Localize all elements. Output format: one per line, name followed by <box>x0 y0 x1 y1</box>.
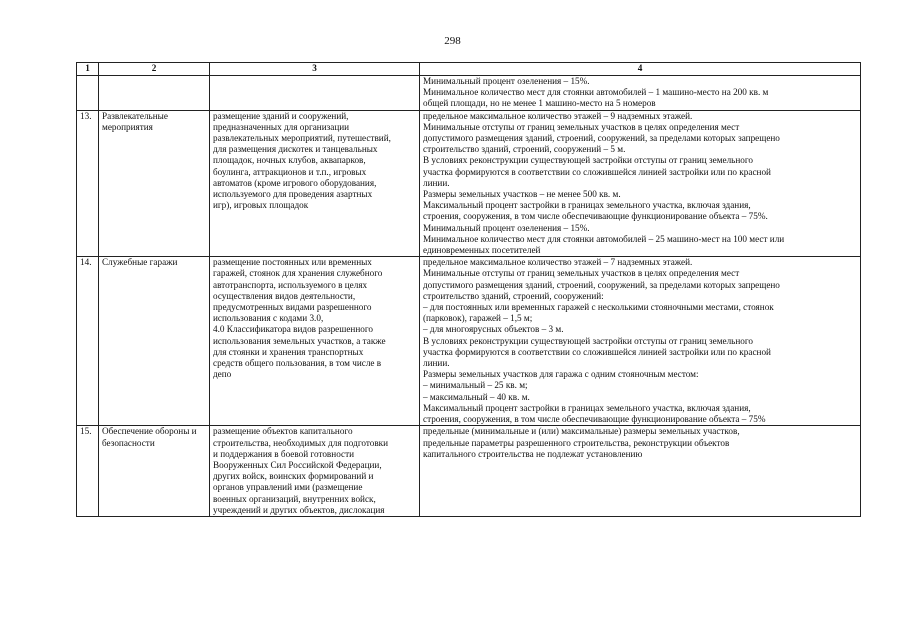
parameters-cell-line: Максимальный процент застройки в границах земельного участка, включая здания, <box>423 200 751 211</box>
usage-description-cell-line: используемого для проведения азартных <box>213 189 373 200</box>
parameters-cell-line: капитального строительства не подлежат установлению <box>423 448 643 459</box>
usage-description-cell <box>210 426 420 517</box>
parameters-cell-line: Минимальный процент озеленения – 15%. <box>423 222 590 233</box>
usage-description-cell-line: 4.0 Классификатора видов разрешенного <box>213 324 373 335</box>
usage-description-cell-line: автотранспорта, используемого в целях <box>213 279 368 290</box>
parameters-cell-line: допустимого размещения зданий, строений, сооружений, за пределами которых запрещено <box>423 133 780 144</box>
parameters-cell <box>420 110 861 257</box>
usage-name-cell-line: безопасности <box>102 437 155 448</box>
parameters-cell-line: строения, сооружения, в том числе обеспечивающие функционирование объекта – 75%. <box>423 211 768 222</box>
usage-description-cell-line: для размещения дискотек и танцевальных <box>213 144 378 155</box>
parameters-cell-line: Максимальный процент застройки в границах земельного участка, включая здания, <box>423 402 751 413</box>
usage-name-cell <box>99 76 210 111</box>
usage-description-cell <box>210 257 420 426</box>
table-row <box>77 257 861 426</box>
parameters-cell-line: Размеры земельных участков для гаража с одним стояночным местом: <box>423 369 699 380</box>
usage-description-cell-line: других войск, воинских формирований и <box>213 471 374 482</box>
usage-description-cell-line: осуществления видов деятельности, <box>213 290 356 301</box>
usage-description-cell-line: строительства, необходимых для подготовки <box>213 437 389 448</box>
header-col-3: 3 <box>210 63 420 76</box>
usage-description-cell-line: игр), игровых площадок <box>213 200 309 211</box>
usage-name-cell <box>99 426 210 517</box>
usage-description-cell-line: военных организаций, внутренних войск, <box>213 493 376 504</box>
table-body <box>77 76 861 517</box>
parameters-cell-line: участка формируются в соответствии со сложившейся линией застройки или по красной <box>423 346 771 357</box>
usage-name-cell <box>99 257 210 426</box>
parameters-cell-line: строительство зданий, строений, сооружений: <box>423 290 604 301</box>
usage-description-cell-line: использования с кодами 3.0, <box>213 313 324 324</box>
parameters-cell-line: – минимальный – 25 кв. м; <box>423 380 528 391</box>
parameters-cell-line: единовременных посетителей <box>423 245 541 256</box>
usage-name-cell-line: Служебные гаражи <box>102 257 178 268</box>
usage-description-cell-line: органов управлений ими (размещение <box>213 482 363 493</box>
usage-description-cell-line: размещение объектов капитального <box>213 426 353 437</box>
usage-name-cell-line: Развлекательные <box>102 110 168 121</box>
parameters-cell-line: Минимальный процент озеленения – 15%. <box>423 76 590 86</box>
parameters-cell-line: предельное максимальное количество этажей – 9 надземных этажей. <box>423 110 693 121</box>
usage-description-cell <box>210 76 420 111</box>
usage-description-cell-line: автоматов (кроме игрового оборудования, <box>213 177 377 188</box>
usage-description-cell-line: боулинга, аттракционов и т.п., игровых <box>213 166 367 177</box>
parameters-cell-line: предельное максимальное количество этажей – 7 надземных этажей. <box>423 257 693 268</box>
usage-description-cell-line: предусмотренных видами разрешенного <box>213 302 372 313</box>
parameters-cell-line: – для многоярусных объектов – 3 м. <box>423 324 564 335</box>
usage-name-cell <box>99 110 210 257</box>
parameters-cell-line: В условиях реконструкции существующей застройки отступы от границ земельного <box>423 335 754 346</box>
table-row <box>77 426 861 517</box>
usage-description-cell-line: депо <box>213 369 232 380</box>
table-row <box>77 110 861 257</box>
parameters-cell-line: предельные (минимальные и (или) максимальные) размеры земельных участков, <box>423 426 740 437</box>
parameters-cell-line: В условиях реконструкции существующей застройки отступы от границ земельного <box>423 155 754 166</box>
header-col-2: 2 <box>99 63 210 76</box>
page-number: 298 <box>444 35 461 47</box>
parameters-cell-line: линии. <box>423 358 450 369</box>
parameters-cell-line: Минимальное количество мест для стоянки автомобилей – 25 машино-мест на 100 мест или <box>423 233 785 244</box>
usage-description-cell <box>210 110 420 257</box>
regulations-table <box>76 62 861 517</box>
row-number-cell: 15. <box>77 426 99 517</box>
usage-description-cell-line: гаражей, стоянок для хранения служебного <box>213 268 383 279</box>
parameters-cell-line: строения, сооружения, в том числе обеспечивающие функционирование объекта – 75% <box>423 414 766 425</box>
usage-description-cell-line: и поддержания в боевой готовности <box>213 448 355 459</box>
usage-description-cell-line: для стоянки и хранения транспортных <box>213 346 364 357</box>
parameters-cell-line: Минимальные отступы от границ земельных участков в целях определения мест <box>423 268 740 279</box>
parameters-cell <box>420 426 861 517</box>
row-number-cell <box>77 76 99 111</box>
row-number-cell: 14. <box>77 257 99 426</box>
usage-description-cell-line: использования земельных участков, а также <box>213 335 386 346</box>
usage-description-cell-line: развлекательных мероприятий, путешествий, <box>213 133 391 144</box>
parameters-cell-line: общей площади, но не менее 1 машино-место на 5 номеров <box>423 98 656 109</box>
parameters-cell-line: – максимальный – 40 кв. м. <box>423 391 530 402</box>
usage-name-cell-line: мероприятия <box>102 121 153 132</box>
parameters-cell-line: предельные параметры разрешенного строительства, реконструкции объектов <box>423 437 730 448</box>
parameters-cell <box>420 76 861 111</box>
usage-description-cell-line: средств общего пользования, в том числе в <box>213 358 382 369</box>
parameters-cell-line: – для постоянных или временных гаражей с несколькими стояночными местами, стоянок <box>423 302 774 313</box>
usage-description-cell-line: размещение постоянных или временных <box>213 257 372 268</box>
parameters-cell-line: (парковок), гаражей – 1,5 м; <box>423 313 533 324</box>
parameters-cell-line: строительство зданий, строений, сооружений – 5 м. <box>423 144 626 155</box>
header-col-1: 1 <box>77 63 99 76</box>
table-header-row <box>77 63 861 76</box>
usage-description-cell-line: учреждений и других объектов, дислокация <box>213 504 385 515</box>
row-number-cell: 13. <box>77 110 99 257</box>
usage-name-cell-line: Обеспечение обороны и <box>102 426 197 437</box>
header-col-4: 4 <box>420 63 861 76</box>
parameters-cell-line: допустимого размещения зданий, строений, сооружений, за пределами которых запрещено <box>423 279 780 290</box>
parameters-cell <box>420 257 861 426</box>
parameters-cell-line: линии. <box>423 177 450 188</box>
parameters-cell-line: Минимальные отступы от границ земельных участков в целях определения мест <box>423 121 740 132</box>
table-row <box>77 76 861 111</box>
parameters-cell-line: участка формируются в соответствии со сложившейся линией застройки или по красной <box>423 166 771 177</box>
usage-description-cell-line: размещение зданий и сооружений, <box>213 110 349 121</box>
usage-description-cell-line: площадок, ночных клубов, аквапарков, <box>213 155 366 166</box>
usage-description-cell-line: Вооруженных Сил Российской Федерации, <box>213 459 382 470</box>
parameters-cell-line: Размеры земельных участков – не менее 500 кв. м. <box>423 189 621 200</box>
usage-description-cell-line: предназначенных для организации <box>213 121 350 132</box>
parameters-cell-line: Минимальное количество мест для стоянки автомобилей – 1 машино-место на 200 кв. м <box>423 87 769 98</box>
